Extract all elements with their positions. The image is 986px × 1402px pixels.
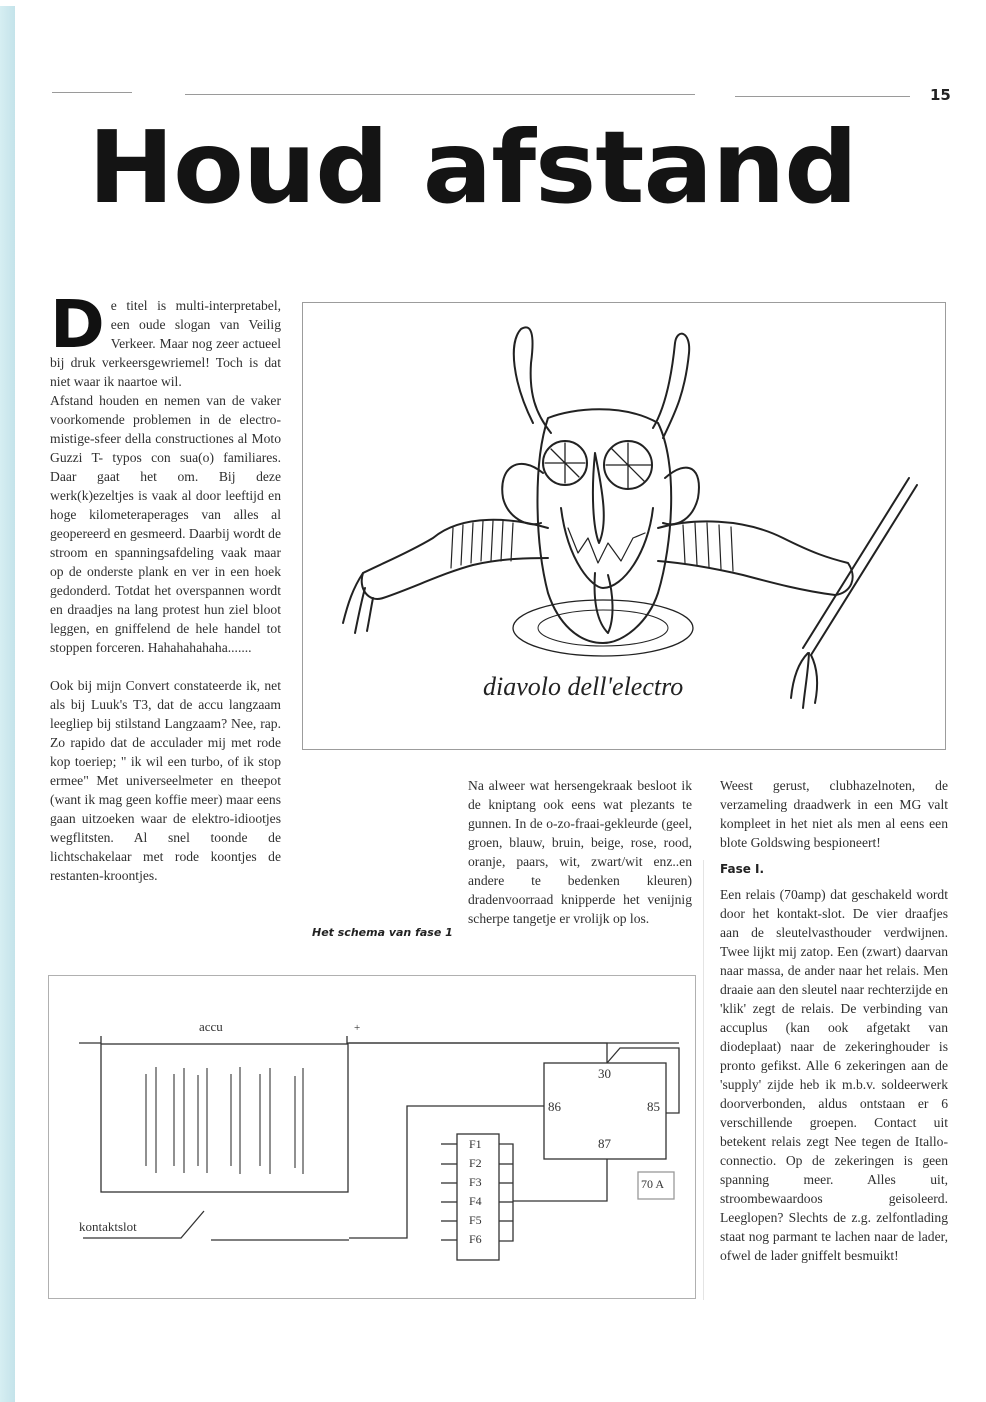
paragraph-fase-1: Een relais (70amp) dat geschakeld wordt door het kontakt-slot. De vier draafjes aan de sleutelvasthouder verdwijnen. Twee lijkt mij zatop. Een (zwart) daarvan naar massa, de ander naar het relais. Men draaie aan den sleutel naar rechterzijde en 'klik' zegt de relais. De verbinding van accuplus (kan ook afgetakt van diodeplaat) naar de zekeringhouder is pronto gefikst. Alle 6 zekeringen aan de 'supply' zijde heb ik m.b.v. soldeerwerk doorverbonden, aldus ontstaan er 6 verschillende groepen. Contact uit betekent relais zegt Nee tegen de Itallo-connectio. Op de zekeringen is geen spanning meer. Alles uit, stroombewaardoos geisoleerd. Leeglopen? Slechts de z.g. zelfontlading staat nog parmant te lachen naar de lader, ofwel de lader gniffelt besmuikt! xyxy=(720,887,948,1263)
left-hand xyxy=(343,573,373,633)
battery-negative-lead xyxy=(79,1036,101,1043)
plus-label: + xyxy=(354,1022,361,1034)
section-heading-fase-1: Fase I. xyxy=(720,862,765,876)
paragraph-intro: e titel is multi-interpretabel, een oude slogan van Veilig Verkeer. Maar nog zeer actueel bij druk verkeersgewriemel! Toch is dat niet waar ik naartoe wil. xyxy=(50,298,281,389)
fuse-f5: F5 xyxy=(469,1213,482,1227)
schematic-frame xyxy=(48,975,696,1299)
pitchfork xyxy=(803,478,917,655)
tongue xyxy=(595,573,613,633)
relay-pin-87: 87 xyxy=(598,1136,611,1151)
paragraph-convert: Ook bij mijn Convert constateerde ik, net als bij Luuk's T3, dat de accu langzaam leegliep bij stilstand Langzaam? Nee, rap. Zo rapido dat de acculader mij met rode kop toeriep; " ik wil een turbo, of ik stop ermee" Met universeelmeter en theepot (want ik mag geen koffie meer) maar eens gaan uitzoeken waar de elektro-idiootjes wegflitsten. Al snel toonde de lichtschakelaar met rode koontjes de restanten-kroontjes. xyxy=(50,678,281,883)
header-rule-right xyxy=(735,96,910,97)
article-title: Houd afstand xyxy=(88,109,857,226)
fuse-f4: F4 xyxy=(469,1194,482,1208)
relay-switch-link xyxy=(607,1048,679,1113)
wiring-schematic xyxy=(49,976,695,1298)
drop-cap: D xyxy=(50,286,105,363)
header-rule-left xyxy=(52,92,132,93)
switch-label: kontaktslot xyxy=(79,1219,137,1234)
page-edge-strip xyxy=(0,6,15,1402)
battery xyxy=(101,1044,348,1192)
relay-rating: 70 A xyxy=(641,1177,665,1191)
fuse-f3: F3 xyxy=(469,1175,482,1189)
fuse-f6: F6 xyxy=(469,1232,482,1246)
battery-cells xyxy=(146,1067,303,1174)
schema-caption: Het schema van fase 1 xyxy=(312,926,453,939)
battery-label: accu xyxy=(199,1019,223,1034)
paragraph-clubhazelnoten: Weest gerust, clubhazelnoten, de verzameling draadwerk in een MG valt kompleet in het niet als men al eens een blote Goldswing bespioneert! xyxy=(720,778,948,850)
paragraph-afstand: Afstand houden en nemen van de vaker voorkomende problemen in de electro-mistige-sfeer della constructiones al Moto Guzzi T- typos con sua(o) familiares. Daar gaat het om. Bij deze werk(k)ezeltjes is vaak al door leeftijd en hoge kilometeraperages van alles al geopereerd en gesmeerd. Daarbij wordt de stroom en spanningsafdeling vaak maar op de onderste plank en ver in een hoek gedonderd. Totdat het overspannen wordt en draadjes na lang protest hun ziel bloot leggen, en gniffelend de hele handel tot stoppen forceren. Hahahahahaha....... xyxy=(50,393,281,655)
header-rule-middle xyxy=(185,94,695,95)
devil-head xyxy=(537,409,671,643)
left-arm xyxy=(362,520,548,599)
relay-pin-86: 86 xyxy=(548,1099,561,1114)
fuse-bus xyxy=(499,1144,513,1241)
relay-pin-30: 30 xyxy=(598,1066,611,1081)
nose xyxy=(593,453,604,543)
wire-to-pin-30 xyxy=(349,1043,607,1063)
devil-illustration xyxy=(303,303,945,749)
page-number: 15 xyxy=(930,86,951,104)
column-3 xyxy=(720,776,948,1265)
column-2 xyxy=(468,776,692,928)
battery-positive-lead xyxy=(347,1036,679,1043)
paragraph-kniptang: Na alweer wat hersengekraak besloot ik de kniptang ook eens wat plezants te gunnen. In de o-zo-fraai-gekleurde (geel, groen, blauw, bruin, beige, rose, rood, oranje, paars, wit, zwart/wit enz..en andere te bedenken kleuren) dradenvoorraad knipperde het venijnig scherpe tangetje er vrolijk op los. xyxy=(468,778,692,926)
column-divider xyxy=(703,860,704,1300)
illustration-handwritten-caption: diavolo dell'electro xyxy=(483,672,684,701)
right-ear xyxy=(663,468,699,525)
wire-pin-87 xyxy=(513,1159,607,1201)
relay-pin-85: 85 xyxy=(647,1099,660,1114)
wire-pin-86 xyxy=(349,1106,544,1238)
right-arm xyxy=(658,521,853,595)
illustration-frame xyxy=(302,302,946,750)
left-horn xyxy=(514,327,551,433)
fuse-f2: F2 xyxy=(469,1156,482,1170)
column-1 xyxy=(50,286,281,885)
grin xyxy=(561,508,653,588)
fuse-f1: F1 xyxy=(469,1137,482,1151)
